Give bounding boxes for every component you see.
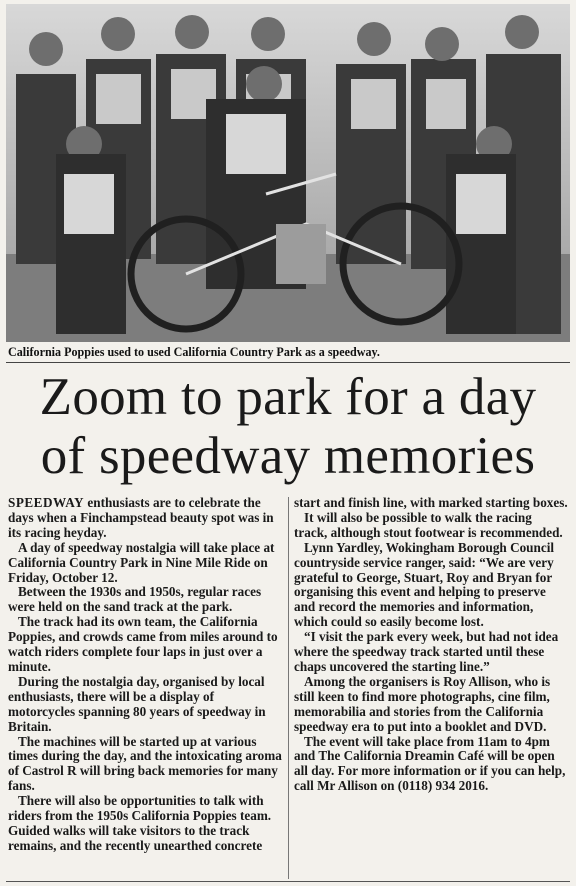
photo-caption: California Poppies used to used California Country Park as a speedway. [8, 345, 380, 359]
headline-line-2: of speedway memories [40, 427, 536, 485]
paragraph: It will also be possible to walk the racing track, although stout footwear is recommended. [294, 509, 563, 540]
lead-text: enthusiasts are to celebrate the days when a Finchampstead beauty spot was in its racing heyday. [8, 495, 274, 540]
paragraph: A day of speedway nostalgia will take place at California Country Park in Nine Mile Ride on Friday, October 12. [8, 539, 275, 585]
article-column-left [8, 496, 284, 854]
bottom-rule [6, 881, 570, 882]
paragraph: During the nostalgia day, organised by local enthusiasts, there will be a display of motorcycles spanning 80 years of speedway in Britain. [8, 673, 266, 734]
paragraph: The event will take place from 11am to 4pm and The California Dreamin Café will be open all day. For more information or if you can help, call Mr Allison on (0118) 934 2016. [294, 733, 566, 794]
lead-paragraph [8, 496, 284, 541]
paragraph: Lynn Yardley, Wokingham Borough Council countryside service ranger, said: “We are very grateful to George, Stuart, Roy and Bryan for organising this event and helping to preserve and record the memories and information, which could so easily become lost. [294, 539, 555, 630]
paragraph: Among the organisers is Roy Allison, who is still keen to find more photographs, cine film, memorabilia and stories from the California speedway era to put into a booklet and DVD. [294, 673, 551, 734]
column-divider [288, 497, 289, 879]
paragraph: The track had its own team, the California Poppies, and crowds came from miles around to watch riders complete four laps in just over a minute. [8, 614, 278, 674]
paragraph: start and finish line, with marked starting boxes. [294, 495, 568, 510]
headline-line-1: Zoom to park for a day [39, 368, 537, 426]
team-photo-illustration [6, 4, 570, 342]
team-photo [6, 4, 570, 342]
caption-rule [6, 362, 570, 363]
paragraph: The machines will be started up at various times during the day, and the intoxicating aroma of Castrol R will bring back memories for many fans. [8, 733, 282, 794]
headline [6, 368, 570, 486]
paragraph: There will also be opportunities to talk with riders from the 1950s California Poppies team. Guided walks will take visitors to the track remains, and the recently unearthed concrete [8, 793, 272, 853]
paragraph: “I visit the park every week, but had not idea where the speedway track started until these chaps uncovered the starting line.” [294, 629, 559, 674]
paragraph: Between the 1930s and 1950s, regular races were held on the sand track at the park. [8, 584, 262, 615]
article-column-right [294, 496, 568, 794]
lead-word: SPEEDWAY [8, 495, 85, 510]
